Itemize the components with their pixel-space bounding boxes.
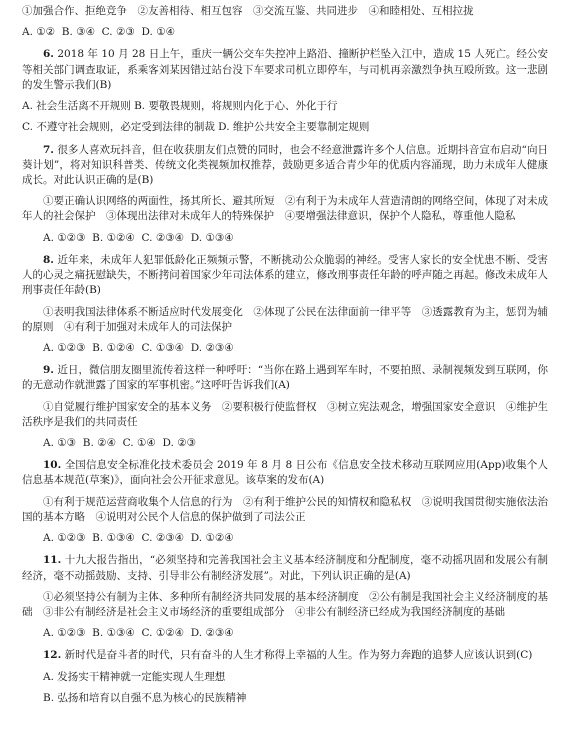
question-text: 十九大报告指出，“必须坚持和完善我国社会主义基本经济制度和分配制度，毫不动摇巩固和发展公有制经济，毫不动摇鼓励、支持、引导非公有制经济发展”。对此，下列认识正确的是(A)	[22, 554, 548, 582]
question-9	[22, 363, 548, 451]
answer-choices: A. ①②③ B. ①③④ C. ②③④ D. ①②④	[43, 532, 234, 545]
question-text: 近年来，未成年人犯罪低龄化正频频示警，不断挑动公众脆弱的神经。受害人家长的安全忧患不断、受害人的心灵之痛抚慰缺失，不断拷问着国家少年司法体系的建立，修改刑事责任年龄的呼声随之再起。修改未成年人刑事责任年龄(B)	[22, 253, 549, 297]
answer-line-a: A. 发扬实干精神就一定能实现人生理想	[43, 670, 226, 683]
answer-line-b: B. 弘扬和培育以自强不息为核心的民族精神	[43, 691, 247, 704]
question-text: 全国信息安全标准化技术委员会 2019 年 8 月 8 日公布《信息安全技术移动互联网应用(App)收集个人信息基本规范(草案)》，面向社会公开征求意见。该草案的发布(A)	[22, 459, 548, 487]
answer-line-ab: A. 社会生活离不开规则 B. 要敬畏规则，将规则内化于心、外化于行	[22, 100, 338, 113]
question-number: 6.	[43, 48, 54, 61]
question-number: 10.	[43, 459, 62, 472]
question-12	[22, 648, 548, 706]
answer-choices: A. ①②③ B. ①③④ C. ①②④ D. ②③④	[43, 627, 234, 640]
question-stem	[22, 648, 548, 663]
answer-choices: A. ①③ B. ②④ C. ①④ D. ②③	[43, 437, 197, 450]
question-number: 12.	[43, 649, 62, 662]
question-stem	[22, 363, 548, 393]
question-text: 近日，微信朋友圈里流传着这样一种呼吁：“当你在路上遇到军车时，不要拍照、录制视频发到互联网，你的无意动作就泄露了国家的军事机密。”这呼吁告诉我们(A)	[22, 364, 548, 392]
question-text: 很多人喜欢玩抖音，但在收获朋友们点赞的同时，也会不经意泄露许多个人信息。近期抖音宣布启动“向日葵计划”，将对知识科普类、传统文化类视频加权推荐，鼓励更多适合青少年的优质内容涌现，助力未成年人健康成长。对此认识正确的是(B)	[22, 143, 548, 186]
question-5-tail	[22, 4, 548, 40]
answer-choices: A. ①②③ B. ①②④ C. ②③④ D. ①③④	[43, 231, 234, 244]
options-statements: ①表明我国法律体系不断适应时代发展变化 ②体现了公民在法律面前一律平等 ③透露教育为主，惩罚为辅的原则 ④有利于加强对未成年人的司法保护	[22, 305, 548, 333]
question-11	[22, 553, 548, 641]
question-stem	[22, 47, 548, 93]
question-stem	[22, 458, 548, 488]
options-statements: ①有利于规范运营商收集个人信息的行为 ②有利于维护公民的知情权和隐私权 ③说明我国贯彻实施依法治国的基本方略 ④说明对公民个人信息的保护做到了司法公正	[22, 495, 548, 523]
question-6	[22, 47, 548, 135]
answer-choices: A. ①②③ B. ①②④ C. ①③④ D. ②③④	[43, 341, 234, 354]
answer-choices: A. ①② B. ③④ C. ②③ D. ①④	[22, 26, 176, 39]
question-text: 2018 年 10 月 28 日上午，重庆一辆公交车失控冲上路沿、撞断护栏坠入江中，造成 15 人死亡。经公安等相关部门调查取证，系乘客刘某因错过站台没下车要求司机立即停车，与司机再亲激烈争执互殴所致。这一悲剧的发生警示我们(B)	[22, 48, 548, 91]
question-number: 7.	[43, 143, 54, 156]
question-8	[22, 253, 548, 356]
question-10	[22, 458, 548, 546]
question-7	[22, 143, 548, 246]
question-number: 11.	[43, 554, 62, 567]
options-statements: ①必须坚持公有制为主体、多种所有制经济共同发展的基本经济制度 ②公有制是我国社会主义经济制度的基础 ③非公有制经济是社会主义市场经济的重要组成部分 ④非公有制经济已经成为我国经济制度的基础	[22, 590, 548, 618]
options-statements: ①要正确认识网络的两面性，扬其所长、避其所短 ②有利于为未成年人营造清朗的网络空间，体现了对未成年人的社会保护 ③体现出法律对未成年人的特殊保护 ④要增强法律意识，保护个人隐私，尊重他人隐私	[22, 195, 548, 223]
answer-line-cd: C. 不遵守社会规则，必定受到法律的制裁 D. 维护公共安全主要靠制定规则	[22, 121, 370, 134]
options-statements: ①加强合作、拒绝竞争 ②友善相待、相互包容 ③交流互鉴、共同进步 ④和睦相处、互相拉拢	[22, 5, 474, 17]
question-text: 新时代是奋斗者的时代，只有奋斗的人生才称得上幸福的人生。作为努力奔跑的追梦人应该认识到(C)	[64, 649, 533, 662]
question-number: 8.	[43, 253, 54, 266]
question-stem	[22, 143, 548, 189]
question-number: 9.	[43, 364, 54, 377]
options-statements: ①自觉履行维护国家安全的基本义务 ②要积极行使监督权 ③树立宪法观念，增强国家安全意识 ④维护生活秩序是我们的共同责任	[22, 400, 548, 428]
question-stem	[22, 253, 548, 299]
question-stem	[22, 553, 548, 583]
